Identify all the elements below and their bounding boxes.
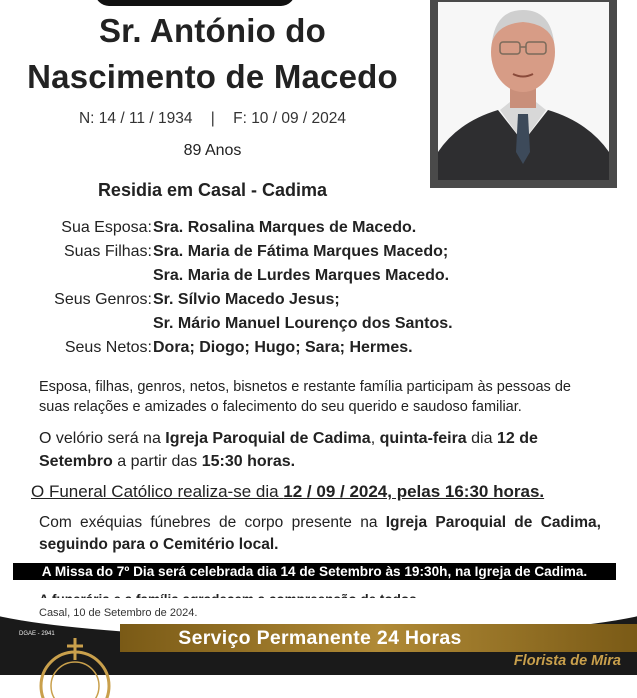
- portrait-frame: [430, 0, 617, 188]
- wake-text-1: O velório será na: [39, 430, 166, 447]
- family-label-grandchildren: Seus Netos:: [64, 339, 152, 356]
- mass-banner: A Missa do 7º Dia será celebrada dia 14 de Setembro às 19:30h, na Igreja de Cadima.: [13, 563, 616, 580]
- service-banner: Serviço Permanente 24 Horas: [178, 627, 462, 649]
- death-date: F: 10 / 09 / 2024: [233, 110, 346, 127]
- family-value-daughter-1: Sra. Maria de Fátima Marques Macedo;: [153, 243, 449, 260]
- life-dates: [0, 110, 425, 128]
- family-value-grandchildren: Dora; Diogo; Hugo; Sara; Hermes.: [153, 339, 413, 356]
- ceremony-paragraph: [39, 512, 601, 556]
- deceased-name-line1: Sr. António do: [98, 12, 327, 49]
- date-separator: |: [210, 110, 215, 127]
- florist-name: Florista de Mira: [513, 653, 621, 669]
- family-label-sons-in-law: Seus Genros:: [54, 291, 152, 308]
- place-date: Casal, 10 de Setembro de 2024.: [39, 607, 198, 619]
- wake-text-4: a partir das: [112, 453, 202, 470]
- ceremony-text: Com exéquias fúnebres de corpo presente na: [39, 514, 386, 531]
- age: 89 Anos: [183, 142, 242, 159]
- dgae-code: DGAE - 2941: [19, 631, 55, 637]
- top-decorative-band: [95, 0, 295, 6]
- family-value-son-in-law-2: Sr. Mário Manuel Lourenço dos Santos.: [153, 315, 453, 332]
- ceremony-location: Igreja Paroquial de Cadima, seguindo para o Cemitério local.: [39, 514, 601, 553]
- family-value-daughter-2: Sra. Maria de Lurdes Marques Macedo.: [153, 267, 450, 284]
- funeral-datetime: 12 / 09 / 2024, pelas 16:30 horas.: [283, 482, 545, 501]
- family-label-wife: Sua Esposa:: [61, 219, 152, 236]
- wake-location: Igreja Paroquial de Cadima: [165, 430, 371, 447]
- wake-time: 15:30 horas.: [201, 453, 296, 470]
- portrait-photo: [438, 2, 609, 180]
- funeral-line: [31, 482, 544, 502]
- funeral-text: O Funeral Católico realiza-se dia: [31, 482, 284, 501]
- wake-date: 12 de Setembro: [39, 430, 538, 470]
- funeral-home-logo-icon: [30, 638, 120, 698]
- birth-date: N: 14 / 11 / 1934: [78, 110, 193, 127]
- announcement-paragraph: Esposa, filhas, genros, netos, bisnetos e restante família participam às pessoas de suas relações e amizades o falecimento do seu querido e saudoso familiar.: [39, 379, 571, 415]
- wake-text-2: ,: [370, 430, 380, 447]
- deceased-name-line2: Nascimento de Macedo: [27, 58, 398, 95]
- wake-weekday: quinta-feira: [379, 430, 467, 447]
- family-value-son-in-law-1: Sr. Sílvio Macedo Jesus;: [153, 291, 340, 308]
- residence: Residia em Casal - Cadima: [97, 180, 328, 200]
- portrait-illustration: [438, 2, 609, 180]
- family-value-wife: Sra. Rosalina Marques de Macedo.: [153, 219, 417, 236]
- family-label-daughters: Suas Filhas:: [63, 243, 152, 260]
- wake-text-3: dia: [466, 430, 497, 447]
- wake-paragraph: [39, 427, 604, 473]
